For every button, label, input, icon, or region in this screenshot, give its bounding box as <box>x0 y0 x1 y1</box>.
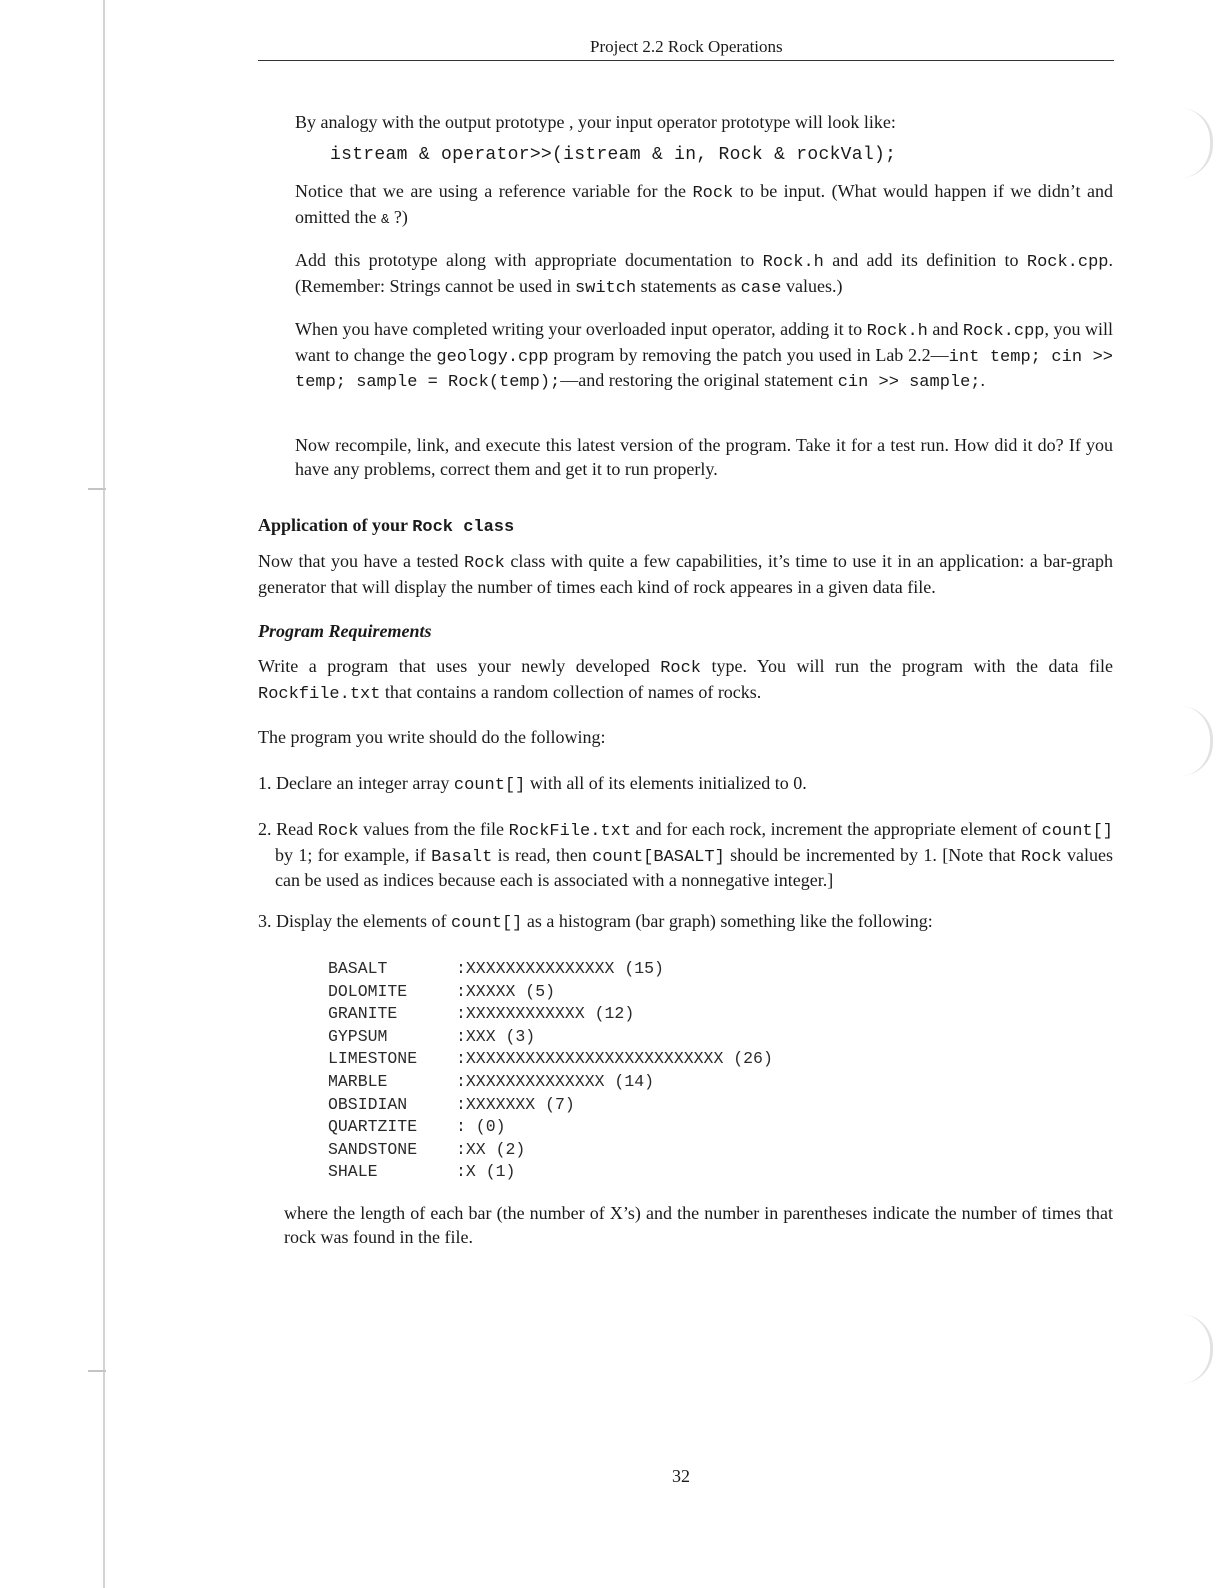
rock-name: SHALE <box>328 1162 378 1182</box>
histogram-row <box>328 1139 773 1162</box>
section-heading: Application of your Rock class <box>258 515 515 537</box>
rock-name: QUARTZITE <box>328 1117 418 1137</box>
list-item: 1. Declare an integer array count[] with all of its elements initialized to 0. <box>258 773 807 795</box>
intro-paragraph-4: When you have completed writing your overloaded input operator, adding it to Rock.h and Rock.cpp, you will want to change the geology.cpp program by removing the patch you used in Lab 2.2—int temp; cin >> temp; sample = Rock(temp);—and restoring the original statement cin >> sample;. <box>295 319 1113 392</box>
input-operator-prototype: istream & operator>>(istream & in, Rock & rockVal); <box>330 145 897 165</box>
rock-bar: :XX (2) <box>456 1139 526 1159</box>
intro-paragraph-1: By analogy with the output prototype , your input operator prototype will look like: <box>295 112 896 132</box>
histogram-row <box>328 1071 773 1094</box>
rock-name: BASALT <box>328 959 388 978</box>
requirements-paragraph-2: The program you write should do the following: <box>258 727 606 747</box>
rock-name: GRANITE <box>328 1004 398 1024</box>
header-rule <box>258 60 1114 61</box>
binding-edge <box>103 0 105 1588</box>
intro-paragraph-5: Now recompile, link, and execute this latest version of the program. Take it for a test run. How did it do? If you have any problems, correct them and get it to run properly. <box>295 435 1113 479</box>
rock-name: GYPSUM <box>328 1026 388 1046</box>
binding-tick <box>88 1370 106 1372</box>
requirements-paragraph-1: Write a program that uses your newly developed Rock type. You will run the program with the data file Rockfile.txt that contains a random collection of names of rocks. <box>258 656 1113 704</box>
intro-paragraph-2: Notice that we are using a reference variable for the Rock to be input. (What would happen if we didn’t and omitted the & ?) <box>295 181 1113 228</box>
histogram-row <box>328 1094 773 1117</box>
application-paragraph: Now that you have a tested Rock class with quite a few capabilities, it’s time to use it in an application: a bar-graph generator that will display the number of times each kind of rock appeares in a given data file. <box>258 551 1113 597</box>
histogram-row <box>328 981 773 1004</box>
histogram-row <box>328 1003 773 1026</box>
rock-bar: : (0) <box>456 1117 506 1137</box>
rock-name: DOLOMITE <box>328 981 408 1001</box>
punch-hole-mark <box>1180 1314 1213 1384</box>
page-number: 32 <box>672 1466 690 1486</box>
histogram-row <box>328 1116 773 1139</box>
list-item: 2. Read Rock values from the file RockFile.txt and for each rock, increment the appropriate element of count[] by 1; for example, if Basalt is read, then count[BASALT] should be incremented by 1. [Note that Rock values can be used as indices because each is associated with a nonnegative integer.] <box>258 819 1114 890</box>
rock-name: SANDSTONE <box>328 1139 418 1159</box>
list-item: 3. Display the elements of count[] as a histogram (bar graph) something like the following: <box>258 911 933 933</box>
histogram-row <box>328 1026 773 1049</box>
histogram-row <box>328 1048 773 1071</box>
rock-bar: :XXXXXXXXXXXXXXX (15) <box>456 959 664 978</box>
histogram-row <box>328 958 773 981</box>
running-head: Project 2.2 Rock Operations <box>590 37 783 56</box>
rock-bar: :XXXXXXX (7) <box>456 1094 575 1114</box>
binding-tick <box>88 488 106 490</box>
rock-name: MARBLE <box>328 1071 388 1091</box>
intro-paragraph-3: Add this prototype along with appropriate documentation to Rock.h and add its definition to Rock.cpp. (Remember: Strings cannot be used in switch statements as case values.) <box>295 250 1113 298</box>
rock-name: LIMESTONE <box>328 1049 418 1069</box>
rock-bar: :XXXXXXXXXXXXXX (14) <box>456 1071 655 1091</box>
rock-bar: :X (1) <box>456 1162 516 1182</box>
rock-name: OBSIDIAN <box>328 1094 408 1114</box>
punch-hole-mark <box>1180 108 1213 178</box>
rock-bar: :XXXXXXXXXXXX (12) <box>456 1004 635 1024</box>
rock-bar: :XXXXX (5) <box>456 981 556 1001</box>
punch-hole-mark <box>1180 706 1213 776</box>
rock-bar: :XXX (3) <box>456 1026 536 1046</box>
histogram <box>328 958 773 1184</box>
sub-heading: Program Requirements <box>258 621 432 641</box>
histogram-explanation: where the length of each bar (the number of X’s) and the number in parentheses indicate the number of times that rock was found in the file. <box>284 1203 1113 1247</box>
histogram-row <box>328 1161 773 1184</box>
rock-bar: :XXXXXXXXXXXXXXXXXXXXXXXXXX (26) <box>456 1049 773 1069</box>
